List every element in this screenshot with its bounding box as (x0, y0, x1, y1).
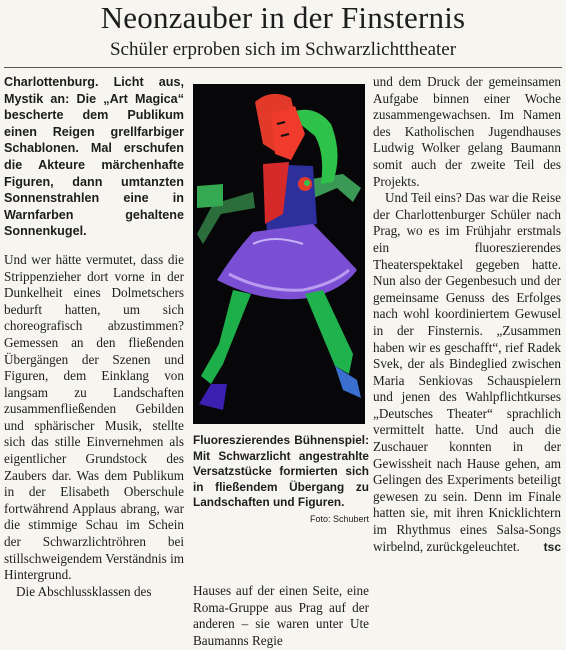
headline: Neonzauber in der Finsternis (100, 0, 466, 35)
column-2-text: Hauses auf der einen Seite, eine Roma-Gruppe aus Prag auf der anderen – sie waren unter Ute Baumanns Regie (193, 583, 369, 648)
body-paragraph-1: Und wer hätte vermutet, dass die Strippenzieher dort vorne in der Dunkelheit eines Dolmetschers bedurft hatten, um sich choreografisch abzustimmen? Gemessen an den fließenden Übergängen der Szenen und Figuren, dem Einklang von langsam zu Landschaften zusammenfließenden Gebilden und sphärischer Musik, stellte sich das stille Einvernehmen als eigentlicher Grundstock des Zaubers dar. Was dem Publikum in der Elisabeth Oberschule fortwährend Applaus abrang, war die stimmige Schau im Schein der Schwarzlichtröhren bei stillschweigendem Verständnis im Hintergrund. (4, 251, 184, 583)
column-1 (4, 74, 184, 600)
body-paragraph-4 (373, 190, 561, 555)
photo-credit: Foto: Schubert (309, 513, 369, 524)
caption-text: Fluoreszierendes Bühnenspiel: Mit Schwarzlicht angestrahlte Versatzstücke formierten sich in fließendem Übergang zu Landschaften und Figuren. (193, 433, 369, 509)
photo-caption (193, 433, 369, 527)
column-3 (373, 74, 561, 555)
lead-text: Licht aus, Mystik an: Die „Art Magica“ bescherte dem Publikum einen Reigen grellfarbiger Schablonen. Mal erschufen die Akteure märchenhafte Figuren, dann umtanzten Sonnenstrahlen eine in Warnfarben gehaltene Sonnenkugel. (4, 75, 185, 239)
blacklight-figure-image (193, 84, 365, 424)
author-byline: tsc (543, 539, 561, 554)
body-paragraph-3: und dem Druck der gemeinsamen Aufgabe binnen einer Woche zusammengewachsen. Im Namen des Katholischen Jugendhauses Ludwig Wolker gelang Baumann somit auch der zweite Teil des Projekts. (373, 74, 561, 189)
lead-paragraph (4, 74, 184, 240)
body-paragraph-2: Die Abschlussklassen des (16, 583, 152, 599)
article-photo (193, 84, 365, 424)
dateline: Charlottenburg. (4, 75, 99, 89)
divider (4, 67, 562, 68)
subheadline: Schüler erproben sich im Schwarzlichttheater (109, 39, 457, 60)
body-paragraph-4-text: Und Teil eins? Das war die Reise der Charlottenburger Schüler nach Prag, wo es im Frühjahr erstmals ein fluoreszierendes Theaterspektakel gegeben hatte. Nun also der Gegenbesuch und der gemeinsame Genuss des Erfolges nach wohl koordiniertem Gewusel in der Finsternis. „Zusammen haben wir es geschafft“, rief Radek Svek, der als Bindeglied zwischen Maria Senkiovas Schauspielern und jenen des Wahlpflichtkurses „Deutsches Theater“ sprachlich vermittelt hatte. Und auch die Zuschauer konnten in der Gewissheit nach Hause gehen, am Gelingen des Experiments beteiligt gewesen zu sein. Denn im Finale hatten sie, mit ihren Knicklichtern im Rhythmus eines Salsa-Songs wirbelnd, zurückgeleuchtet. (373, 190, 561, 554)
